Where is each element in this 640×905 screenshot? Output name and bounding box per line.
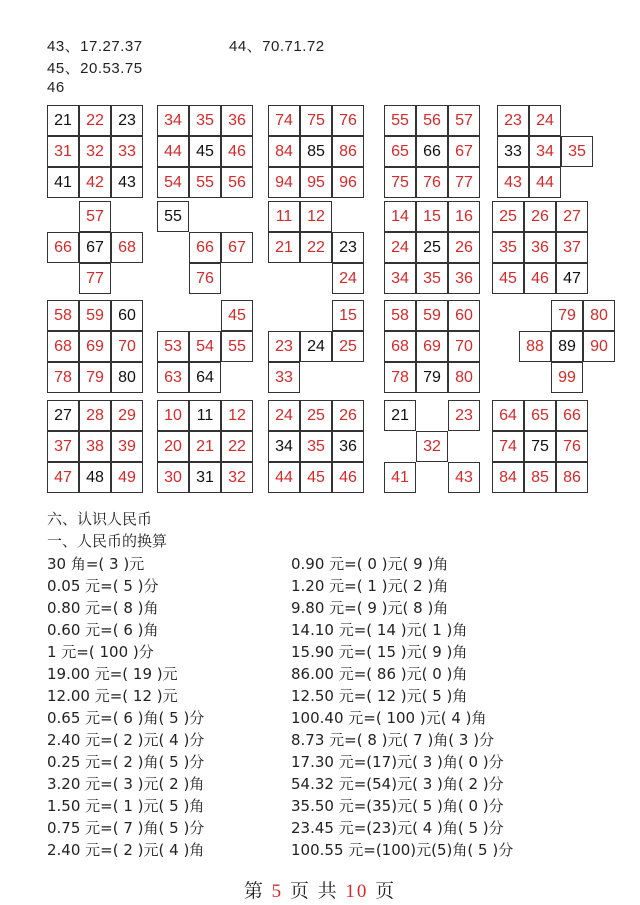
grid-cell: 58 bbox=[47, 300, 79, 331]
grid-cell: 69 bbox=[79, 331, 111, 362]
conversion-line: 12.50 元=( 12 )元( 5 )角 bbox=[291, 687, 468, 705]
grid-cell: 42 bbox=[79, 167, 111, 198]
grid-cell: 84 bbox=[268, 136, 300, 167]
grid-cell: 84 bbox=[492, 462, 524, 493]
grid-cell: 30 bbox=[157, 462, 189, 493]
grid-cell: 15 bbox=[332, 300, 364, 331]
grid-cell: 85 bbox=[300, 136, 332, 167]
answer-43: 43、17.27.37 bbox=[47, 38, 143, 55]
grid-cell: 57 bbox=[448, 105, 480, 136]
grid-cell: 39 bbox=[111, 431, 143, 462]
grid-cell: 23 bbox=[448, 400, 480, 431]
grid-cell: 32 bbox=[221, 462, 253, 493]
grid-cell: 94 bbox=[268, 167, 300, 198]
grid-cell: 45 bbox=[300, 462, 332, 493]
conversion-line: 100.40 元=( 100 )元( 4 )角 bbox=[291, 709, 487, 727]
grid-cell: 48 bbox=[79, 462, 111, 493]
grid-cell: 26 bbox=[524, 201, 556, 232]
grid-cell: 36 bbox=[524, 232, 556, 263]
grid-cell: 25 bbox=[416, 232, 448, 263]
grid-cell: 76 bbox=[416, 167, 448, 198]
grid-cell: 21 bbox=[189, 431, 221, 462]
grid-cell: 21 bbox=[47, 105, 79, 136]
grid-cell: 10 bbox=[157, 400, 189, 431]
grid-cell: 43 bbox=[448, 462, 480, 493]
grid-cell: 54 bbox=[157, 167, 189, 198]
grid-cell: 96 bbox=[332, 167, 364, 198]
grid-cell: 66 bbox=[189, 232, 221, 263]
grid-cell: 63 bbox=[157, 362, 189, 393]
grid-cell: 35 bbox=[416, 263, 448, 294]
conversion-line: 30 角=( 3 )元 bbox=[47, 555, 145, 573]
conversion-line: 0.90 元=( 0 )元( 9 )角 bbox=[291, 555, 449, 573]
grid-cell: 44 bbox=[529, 167, 561, 198]
grid-cell: 33 bbox=[111, 136, 143, 167]
grid-cell: 22 bbox=[300, 232, 332, 263]
conversion-line: 0.80 元=( 8 )角 bbox=[47, 599, 159, 617]
grid-cell: 23 bbox=[497, 105, 529, 136]
grid-cell: 14 bbox=[384, 201, 416, 232]
grid-cell: 85 bbox=[524, 462, 556, 493]
grid-cell: 23 bbox=[268, 331, 300, 362]
grid-cell: 76 bbox=[556, 431, 588, 462]
grid-cell: 34 bbox=[529, 136, 561, 167]
grid-cell: 22 bbox=[79, 105, 111, 136]
grid-cell: 31 bbox=[47, 136, 79, 167]
grid-cell: 21 bbox=[384, 400, 416, 431]
conversion-line: 0.65 元=( 6 )角( 5 )分 bbox=[47, 709, 205, 727]
grid-cell: 70 bbox=[448, 331, 480, 362]
grid-cell: 86 bbox=[332, 136, 364, 167]
grid-cell: 64 bbox=[189, 362, 221, 393]
grid-cell: 45 bbox=[492, 263, 524, 294]
conversion-line: 1.50 元=( 1 )元( 5 )角 bbox=[47, 797, 205, 815]
grid-cell: 66 bbox=[47, 232, 79, 263]
section-subtitle: 一、人民币的换算 bbox=[47, 532, 168, 550]
grid-cell: 36 bbox=[332, 431, 364, 462]
grid-cell: 24 bbox=[529, 105, 561, 136]
grid-cell: 38 bbox=[79, 431, 111, 462]
conversion-line: 8.73 元=( 8 )元( 7 )角( 3 )分 bbox=[291, 731, 495, 749]
grid-cell: 55 bbox=[384, 105, 416, 136]
conversion-line: 19.00 元=( 19 )元 bbox=[47, 665, 178, 683]
grid-cell: 12 bbox=[300, 201, 332, 232]
grid-cell: 21 bbox=[268, 232, 300, 263]
grid-cell: 28 bbox=[79, 400, 111, 431]
grid-cell: 58 bbox=[384, 300, 416, 331]
grid-cell: 54 bbox=[189, 331, 221, 362]
grid-cell: 95 bbox=[300, 167, 332, 198]
grid-cell: 80 bbox=[448, 362, 480, 393]
grid-cell: 23 bbox=[111, 105, 143, 136]
answer-46: 46 bbox=[47, 79, 65, 96]
grid-cell: 24 bbox=[332, 263, 364, 294]
grid-cell: 25 bbox=[492, 201, 524, 232]
grid-cell: 36 bbox=[448, 263, 480, 294]
grid-cell: 74 bbox=[492, 431, 524, 462]
grid-cell: 79 bbox=[551, 300, 583, 331]
conversion-line: 1 元=( 100 )分 bbox=[47, 643, 154, 661]
grid-cell: 37 bbox=[556, 232, 588, 263]
page-footer bbox=[0, 876, 640, 903]
grid-cell: 34 bbox=[268, 431, 300, 462]
conversion-line: 0.60 元=( 6 )角 bbox=[47, 621, 159, 639]
grid-cell: 11 bbox=[268, 201, 300, 232]
grid-cell: 49 bbox=[111, 462, 143, 493]
grid-cell: 47 bbox=[556, 263, 588, 294]
grid-cell: 35 bbox=[561, 136, 593, 167]
grid-cell: 26 bbox=[448, 232, 480, 263]
grid-cell: 77 bbox=[79, 263, 111, 294]
grid-cell: 32 bbox=[416, 431, 448, 462]
conversion-line: 100.55 元=(100)元(5)角( 5 )分 bbox=[291, 841, 514, 859]
section-title: 六、认识人民币 bbox=[47, 510, 153, 528]
grid-cell: 55 bbox=[157, 201, 189, 232]
grid-cell: 46 bbox=[221, 136, 253, 167]
grid-cell: 68 bbox=[47, 331, 79, 362]
grid-cell: 33 bbox=[497, 136, 529, 167]
grid-cell: 67 bbox=[221, 232, 253, 263]
grid-cell: 59 bbox=[416, 300, 448, 331]
grid-cell: 32 bbox=[79, 136, 111, 167]
conversion-line: 35.50 元=(35)元( 5 )角( 0 )分 bbox=[291, 797, 504, 815]
answer-45: 45、20.53.75 bbox=[47, 60, 143, 77]
grid-cell: 65 bbox=[524, 400, 556, 431]
grid-cell: 99 bbox=[551, 362, 583, 393]
grid-cell: 80 bbox=[111, 362, 143, 393]
grid-cell: 46 bbox=[524, 263, 556, 294]
grid-cell: 43 bbox=[111, 167, 143, 198]
grid-cell: 25 bbox=[300, 400, 332, 431]
grid-cell: 11 bbox=[189, 400, 221, 431]
conversion-line: 23.45 元=(23)元( 4 )角( 5 )分 bbox=[291, 819, 504, 837]
grid-cell: 55 bbox=[189, 167, 221, 198]
grid-cell: 44 bbox=[268, 462, 300, 493]
grid-cell: 41 bbox=[384, 462, 416, 493]
grid-cell: 89 bbox=[551, 331, 583, 362]
grid-cell: 16 bbox=[448, 201, 480, 232]
grid-cell: 86 bbox=[556, 462, 588, 493]
grid-cell: 88 bbox=[519, 331, 551, 362]
grid-cell: 27 bbox=[47, 400, 79, 431]
grid-cell: 27 bbox=[556, 201, 588, 232]
conversion-line: 9.80 元=( 9 )元( 8 )角 bbox=[291, 599, 449, 617]
grid-cell: 75 bbox=[384, 167, 416, 198]
grid-cell: 45 bbox=[189, 136, 221, 167]
grid-cell: 46 bbox=[332, 462, 364, 493]
conversion-line: 14.10 元=( 14 )元( 1 )角 bbox=[291, 621, 468, 639]
footer-end-word: 页 bbox=[375, 881, 397, 902]
grid-cell: 65 bbox=[384, 136, 416, 167]
grid-cell: 25 bbox=[332, 331, 364, 362]
grid-cell: 74 bbox=[268, 105, 300, 136]
grid-cell: 78 bbox=[47, 362, 79, 393]
grid-cell: 76 bbox=[332, 105, 364, 136]
grid-cell: 43 bbox=[497, 167, 529, 198]
grid-cell: 69 bbox=[416, 331, 448, 362]
grid-cell: 20 bbox=[157, 431, 189, 462]
conversion-line: 12.00 元=( 12 )元 bbox=[47, 687, 178, 705]
grid-cell: 26 bbox=[332, 400, 364, 431]
grid-cell: 67 bbox=[448, 136, 480, 167]
grid-cell: 33 bbox=[268, 362, 300, 393]
grid-cell: 66 bbox=[556, 400, 588, 431]
grid-cell: 55 bbox=[221, 331, 253, 362]
grid-cell: 67 bbox=[79, 232, 111, 263]
conversion-line: 2.40 元=( 2 )元( 4 )分 bbox=[47, 731, 205, 749]
grid-cell: 56 bbox=[221, 167, 253, 198]
grid-cell: 80 bbox=[583, 300, 615, 331]
conversion-line: 15.90 元=( 15 )元( 9 )角 bbox=[291, 643, 468, 661]
conversion-line: 0.75 元=( 7 )角( 5 )分 bbox=[47, 819, 205, 837]
grid-cell: 66 bbox=[416, 136, 448, 167]
grid-cell: 56 bbox=[416, 105, 448, 136]
grid-cell: 68 bbox=[384, 331, 416, 362]
grid-cell: 47 bbox=[47, 462, 79, 493]
grid-cell: 12 bbox=[221, 400, 253, 431]
grid-cell: 44 bbox=[157, 136, 189, 167]
grid-cell: 31 bbox=[189, 462, 221, 493]
grid-cell: 35 bbox=[492, 232, 524, 263]
grid-cell: 23 bbox=[332, 232, 364, 263]
grid-cell: 70 bbox=[111, 331, 143, 362]
grid-cell: 35 bbox=[189, 105, 221, 136]
grid-cell: 45 bbox=[221, 300, 253, 331]
footer-page-number: 5 bbox=[271, 881, 284, 902]
grid-cell: 78 bbox=[384, 362, 416, 393]
footer-middle-word: 页 共 bbox=[289, 881, 339, 902]
grid-cell: 37 bbox=[47, 431, 79, 462]
conversion-line: 0.05 元=( 5 )分 bbox=[47, 577, 159, 595]
grid-cell: 53 bbox=[157, 331, 189, 362]
conversion-line: 54.32 元=(54)元( 3 )角( 2 )分 bbox=[291, 775, 504, 793]
grid-cell: 29 bbox=[111, 400, 143, 431]
grid-cell: 60 bbox=[111, 300, 143, 331]
grid-cell: 64 bbox=[492, 400, 524, 431]
grid-cell: 24 bbox=[300, 331, 332, 362]
conversion-line: 3.20 元=( 3 )元( 2 )角 bbox=[47, 775, 205, 793]
grid-cell: 79 bbox=[416, 362, 448, 393]
grid-cell: 34 bbox=[384, 263, 416, 294]
grid-cell: 24 bbox=[268, 400, 300, 431]
conversion-line: 1.20 元=( 1 )元( 2 )角 bbox=[291, 577, 449, 595]
grid-cell: 36 bbox=[221, 105, 253, 136]
grid-cell: 76 bbox=[189, 263, 221, 294]
footer-page-word: 第 bbox=[243, 881, 265, 902]
grid-cell: 75 bbox=[524, 431, 556, 462]
grid-cell: 60 bbox=[448, 300, 480, 331]
grid-cell: 57 bbox=[79, 201, 111, 232]
grid-cell: 59 bbox=[79, 300, 111, 331]
answer-44: 44、70.71.72 bbox=[229, 38, 325, 55]
conversion-line: 17.30 元=(17)元( 3 )角( 0 )分 bbox=[291, 753, 504, 771]
conversion-line: 2.40 元=( 2 )元( 4 )角 bbox=[47, 841, 205, 859]
grid-cell: 68 bbox=[111, 232, 143, 263]
grid-cell: 24 bbox=[384, 232, 416, 263]
conversion-line: 86.00 元=( 86 )元( 0 )角 bbox=[291, 665, 468, 683]
grid-cell: 41 bbox=[47, 167, 79, 198]
grid-cell: 77 bbox=[448, 167, 480, 198]
grid-cell: 79 bbox=[79, 362, 111, 393]
grid-cell: 34 bbox=[157, 105, 189, 136]
grid-cell: 22 bbox=[221, 431, 253, 462]
grid-cell: 15 bbox=[416, 201, 448, 232]
grid-cell: 90 bbox=[583, 331, 615, 362]
grid-cell: 75 bbox=[300, 105, 332, 136]
grid-cell: 35 bbox=[300, 431, 332, 462]
conversion-line: 0.25 元=( 2 )角( 5 )分 bbox=[47, 753, 205, 771]
footer-total-pages: 10 bbox=[345, 881, 369, 902]
